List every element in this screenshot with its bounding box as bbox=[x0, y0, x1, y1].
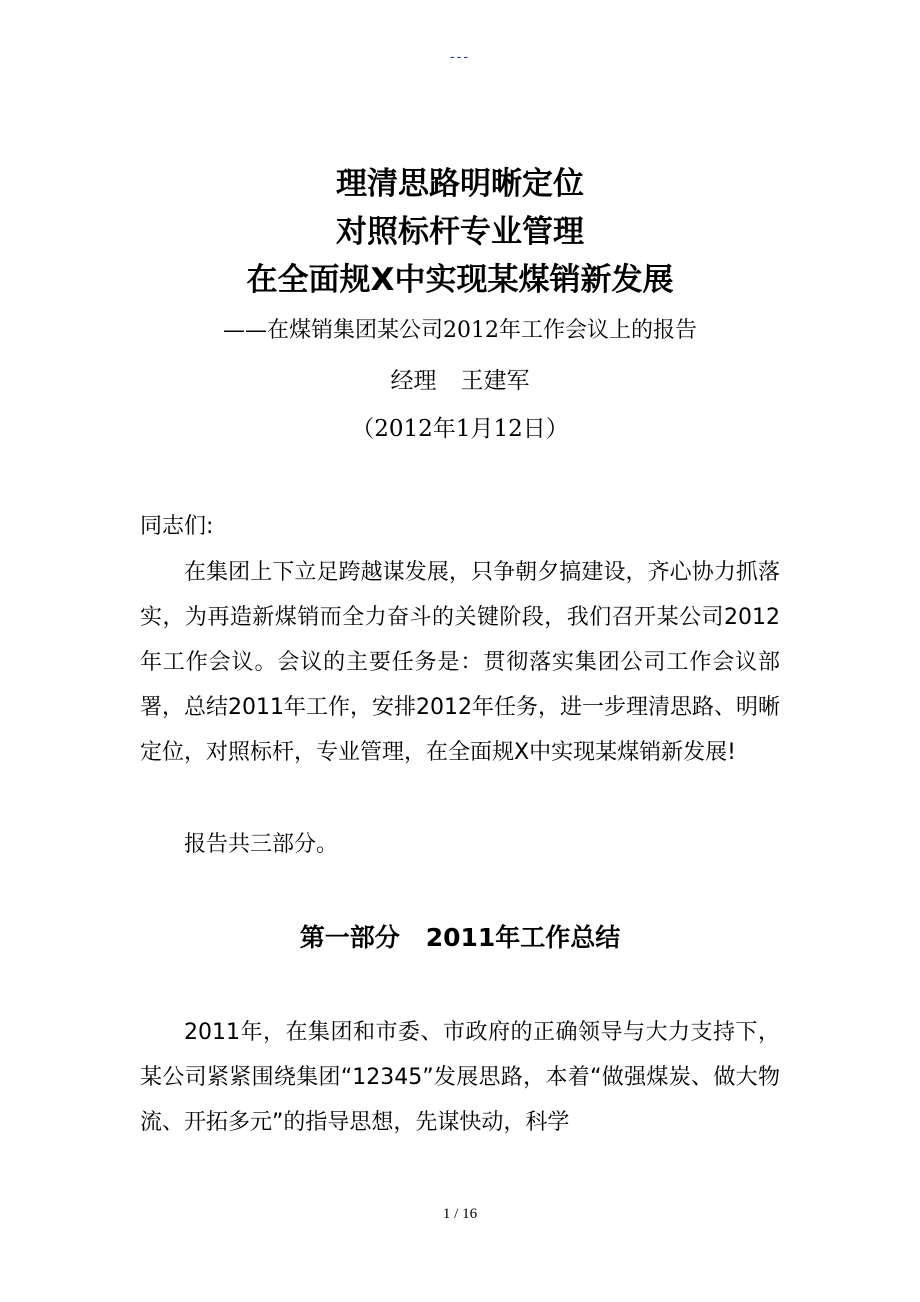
section-title: 2011年工作总结 bbox=[425, 923, 621, 952]
author-role: 经理 bbox=[390, 368, 437, 394]
title-line-3: 在全面规X中实现某煤销新发展 bbox=[246, 262, 674, 298]
header-mark: --- bbox=[450, 48, 470, 64]
title-line-2: 对照标杆专业管理 bbox=[336, 214, 584, 250]
section-heading bbox=[0, 918, 920, 958]
page-indicator: 1 / 16 bbox=[442, 1206, 478, 1222]
document-subtitle: ——在煤销集团某公司2012年工作会议上的报告 bbox=[223, 318, 697, 343]
author-name: 王建军 bbox=[460, 368, 530, 394]
greeting: 同志们: bbox=[140, 514, 214, 539]
document-title bbox=[0, 160, 920, 304]
paragraph-outline: 报告共三部分。 bbox=[184, 832, 339, 857]
report-date: （2012年1月12日） bbox=[351, 416, 569, 442]
author-line bbox=[0, 364, 920, 398]
section-label: 第一部分 bbox=[299, 923, 400, 952]
paragraph-intro: 在集团上下立足跨越谋发展，只争朝夕搞建设，齐心协力抓落实，为再造新煤销而全力奋斗的关键阶段，我们召开某公司2012年工作会议。会议的主要任务是：贯彻落实集团公司工作会议部署，总结2011年工作，安排2012年任务，进一步理清思路、明晰定位，对照标杆，专业管理，在全面规X中实现某煤销新发展! bbox=[140, 560, 780, 765]
title-line-1: 理清思路明晰定位 bbox=[336, 166, 584, 202]
paragraph-summary: 2011年，在集团和市委、市政府的正确领导与大力支持下，某公司紧紧围绕集团“12345”发展思路，本着“做强煤炭、做大物流、开拓多元”的指导思想，先谋快动，科学 bbox=[140, 1020, 780, 1135]
